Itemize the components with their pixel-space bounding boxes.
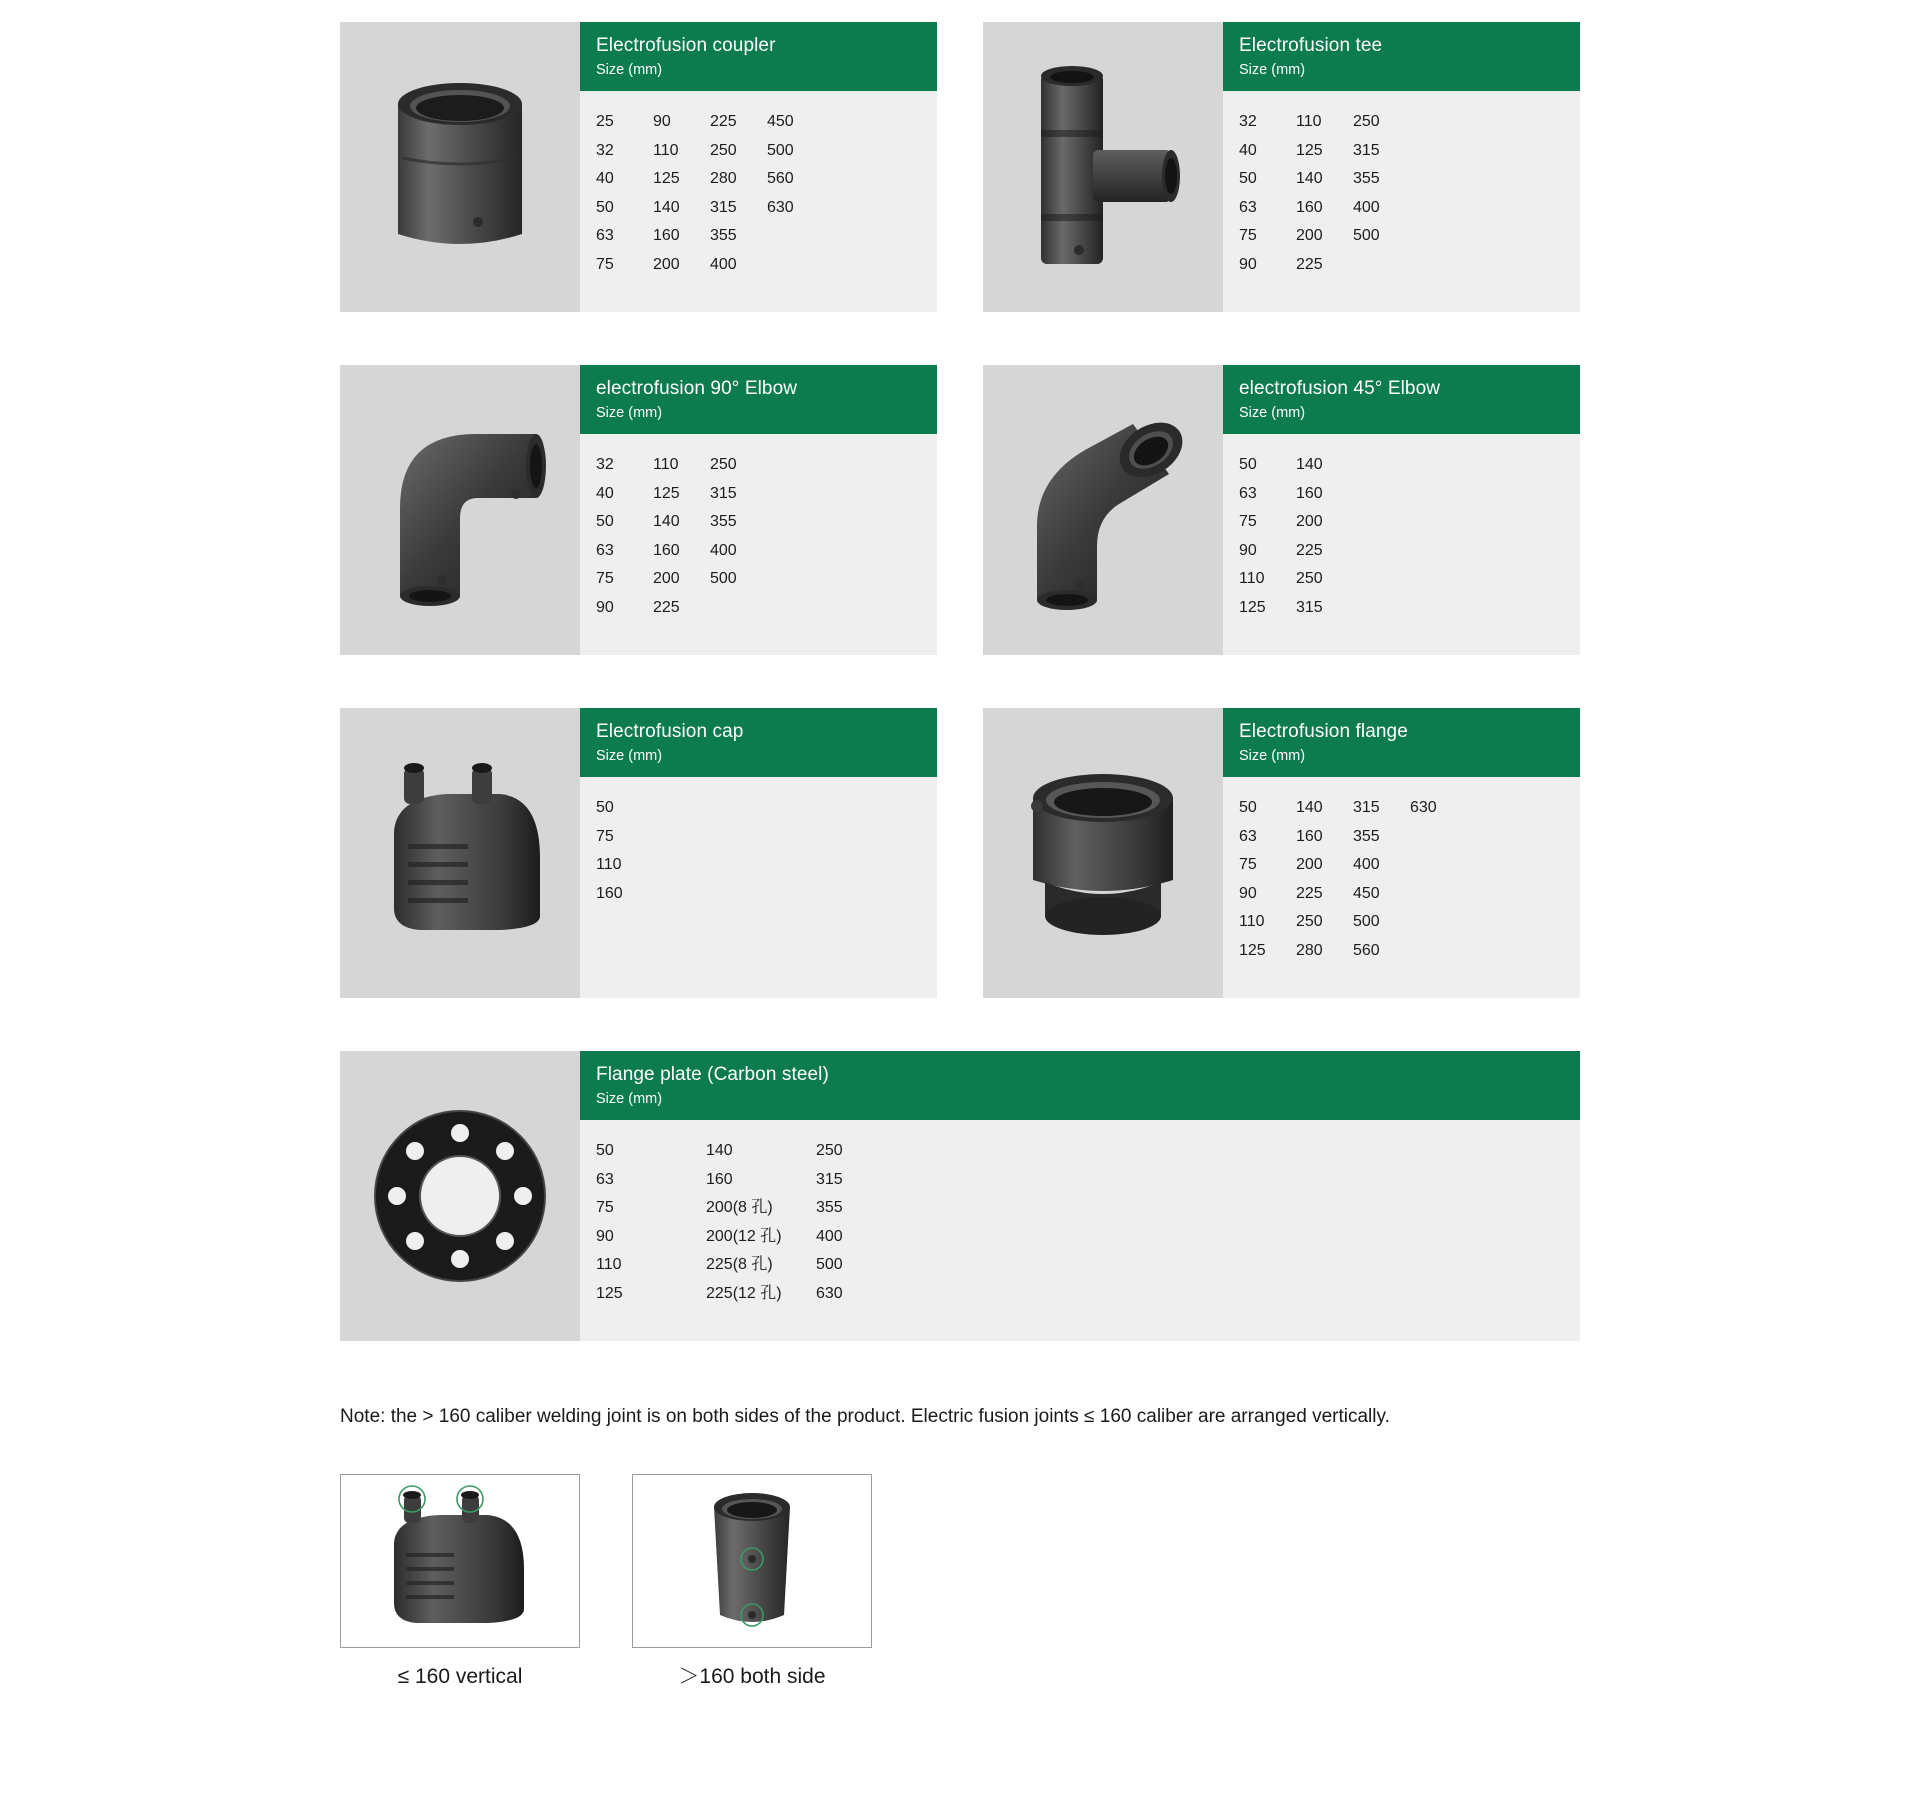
size-cell [1410,851,1467,880]
size-cell: 355 [816,1199,843,1216]
size-cell: 315 [816,1170,843,1188]
size-cell: 200(8 孔) [706,1199,773,1216]
size-cell: 225 [710,113,737,130]
size-cell: 140 [1296,456,1323,473]
size-cell: 50 [1239,799,1257,816]
table-row [1239,108,1564,137]
electrofusion-coupler-both-side-photo [632,1474,872,1648]
size-cell: 63 [1239,827,1257,845]
table-row [596,1280,1564,1309]
product-subtitle: Size (mm) [596,405,663,421]
size-cell: 140 [653,513,680,530]
size-cell [710,594,767,623]
size-cell: 355 [710,227,737,244]
size-cell [1410,937,1467,966]
product-card-electrofusion-coupler [340,22,937,312]
table-row [596,1223,1564,1252]
size-cell: 40 [596,484,614,502]
size-cell: 110 [596,856,622,873]
size-cell: 225 [1296,884,1323,902]
electrofusion-coupler-photo [340,22,580,312]
size-cell: 400 [710,255,737,273]
size-cell [767,222,824,251]
table-row [596,194,921,223]
size-cell: 125 [1296,141,1323,159]
size-cell: 450 [767,113,794,130]
size-cell: 250 [1353,113,1380,130]
table-row [596,251,921,280]
table-row [596,108,921,137]
size-cell [1410,823,1467,852]
product-title: Electrofusion coupler [596,35,776,56]
size-cell: 400 [816,1227,843,1245]
size-cell: 160 [1296,198,1323,216]
size-cell: 315 [1353,141,1380,159]
size-cell: 110 [1239,570,1265,587]
table-row [596,1137,1564,1166]
electrofusion-90-elbow-photo [340,365,580,655]
size-table [1223,91,1580,293]
table-row [596,165,921,194]
product-grid [340,22,1580,1341]
size-cell: 50 [596,799,614,816]
table-row [596,537,921,566]
product-subtitle: Size (mm) [1239,62,1306,78]
size-cell: 75 [1239,856,1257,873]
size-cell: 400 [710,541,737,559]
size-cell: 315 [1353,799,1380,816]
card-body [1223,365,1580,655]
table-row [1239,937,1564,966]
size-table [580,91,937,293]
size-cell: 280 [1296,941,1323,959]
product-row-wide [340,1051,1580,1341]
card-header [1223,22,1580,91]
product-title: electrofusion 90° Elbow [596,378,798,399]
table-row [1239,480,1564,509]
size-cell: 63 [1239,198,1257,216]
size-table [1223,777,1580,979]
size-table [580,777,937,922]
card-header [580,1051,1580,1120]
size-cell: 63 [596,541,614,559]
card-body [580,365,937,655]
size-cell: 32 [1239,113,1257,130]
size-cell [1410,880,1467,909]
product-card-flange-plate [340,1051,1580,1341]
size-cell: 32 [596,141,614,159]
electrofusion-flange-photo [983,708,1223,998]
table-row [1239,222,1564,251]
table-row [596,480,921,509]
card-body [580,22,937,312]
table-row [1239,823,1564,852]
product-title: Flange plate (Carbon steel) [596,1064,829,1085]
size-cell: 140 [706,1142,733,1159]
figure-caption: ≤ 160 vertical [397,1665,523,1688]
table-row [1239,565,1564,594]
note-text: Note: the > 160 caliber welding joint is on both sides of the product. Electric fusion joints ≤ 160 caliber are arranged vertically. [340,1406,1390,1427]
size-cell: 125 [653,484,680,502]
size-cell: 75 [1239,227,1257,244]
size-cell: 125 [653,170,680,187]
product-title: Electrofusion flange [1239,721,1408,742]
size-cell [1410,908,1467,937]
size-cell: 200 [653,570,680,587]
size-cell: 25 [596,113,614,130]
size-table [1223,434,1580,636]
product-subtitle: Size (mm) [596,62,663,78]
table-row [1239,508,1564,537]
product-card-electrofusion-flange [983,708,1580,998]
card-body [1223,22,1580,312]
card-header [580,708,937,777]
size-cell: 200(12 孔) [706,1227,782,1245]
size-cell: 225(12 孔) [706,1284,782,1302]
product-subtitle: Size (mm) [596,748,663,764]
product-card-electrofusion-tee [983,22,1580,312]
product-subtitle: Size (mm) [1239,748,1306,764]
table-row [1239,165,1564,194]
size-cell: 90 [1239,884,1257,902]
size-cell: 250 [1296,570,1323,587]
electrofusion-cap-vertical-photo [340,1474,580,1648]
size-cell: 40 [596,170,614,187]
size-cell: 315 [1296,598,1323,616]
table-row [1239,194,1564,223]
size-cell: 125 [1239,941,1266,959]
size-cell: 75 [596,827,614,845]
size-cell: 225(8 孔) [706,1256,773,1273]
size-cell: 450 [1353,884,1380,902]
product-card-electrofusion-90-elbow [340,365,937,655]
size-cell: 50 [596,1142,614,1159]
table-row [596,594,921,623]
size-cell: 50 [596,513,614,530]
product-subtitle: Size (mm) [596,1091,663,1107]
product-card-electrofusion-cap [340,708,937,998]
size-cell: 250 [816,1142,843,1159]
size-cell: 500 [816,1256,843,1273]
table-row [1239,251,1564,280]
size-cell: 90 [596,598,614,616]
card-header [1223,365,1580,434]
size-cell: 160 [706,1170,733,1188]
size-cell: 75 [596,1199,614,1216]
product-subtitle: Size (mm) [1239,405,1306,421]
size-cell: 160 [596,884,623,902]
size-cell: 280 [710,170,737,187]
table-row [596,1194,1564,1223]
size-cell: 630 [816,1284,843,1302]
table-row [596,1251,1564,1280]
table-row [596,1166,1564,1195]
size-cell: 63 [596,1170,614,1188]
product-row [340,22,1580,312]
electrofusion-tee-photo [983,22,1223,312]
size-cell: 355 [1353,827,1380,845]
table-row [596,508,921,537]
figure-caption: ＞160 both side [678,1665,826,1688]
size-cell: 200 [1296,513,1323,530]
card-body [580,708,937,998]
size-cell: 250 [1296,913,1323,930]
size-cell: 90 [1239,255,1257,273]
size-cell: 315 [710,198,737,216]
table-row [596,851,921,880]
table-row [1239,908,1564,937]
table-row [1239,594,1564,623]
table-row [1239,537,1564,566]
size-cell: 110 [653,456,679,473]
size-cell: 250 [710,141,737,159]
table-row [596,137,921,166]
size-cell: 75 [596,570,614,587]
size-cell: 110 [653,141,679,159]
size-cell: 355 [1353,170,1380,187]
size-cell: 125 [1239,598,1266,616]
card-header [580,365,937,434]
table-row [596,451,921,480]
size-cell: 90 [1239,541,1257,559]
table-row [1239,451,1564,480]
size-table [580,1120,1580,1322]
product-card-electrofusion-45-elbow [983,365,1580,655]
size-cell: 160 [653,227,680,244]
table-row [596,565,921,594]
size-cell: 355 [710,513,737,530]
product-row [340,365,1580,655]
table-row [596,222,921,251]
size-cell: 50 [1239,456,1257,473]
size-cell: 200 [1296,856,1323,873]
size-cell: 630 [767,198,794,216]
size-cell: 75 [1239,513,1257,530]
product-row [340,708,1580,998]
size-cell: 50 [596,198,614,216]
size-cell: 200 [653,255,680,273]
card-body [1223,708,1580,998]
size-cell: 140 [1296,799,1323,816]
size-cell: 225 [1296,541,1323,559]
table-row [1239,880,1564,909]
size-table [580,434,937,636]
size-cell: 90 [653,113,671,130]
product-title: Electrofusion tee [1239,35,1383,56]
figure-both-side [632,1474,872,1692]
size-cell: 500 [767,141,794,159]
size-cell: 50 [1239,170,1257,187]
size-cell [1353,251,1410,280]
size-cell: 200 [1296,227,1323,244]
flange-plate-photo [340,1051,580,1341]
product-title: electrofusion 45° Elbow [1239,378,1441,399]
table-row [1239,851,1564,880]
size-cell: 500 [1353,913,1380,930]
size-cell: 630 [1410,799,1437,816]
size-cell: 63 [596,227,614,244]
table-row [596,823,921,852]
size-cell: 110 [1239,913,1265,930]
card-body [580,1051,1580,1341]
size-cell: 250 [710,456,737,473]
table-row [596,794,921,823]
size-cell: 560 [767,170,794,187]
size-cell: 225 [1296,255,1323,273]
size-cell: 63 [1239,484,1257,502]
size-cell: 315 [710,484,737,502]
size-cell: 32 [596,456,614,473]
size-cell: 225 [653,598,680,616]
size-cell: 500 [1353,227,1380,244]
size-cell: 400 [1353,198,1380,216]
size-cell: 500 [710,570,737,587]
bottom-figures [340,1432,1580,1692]
table-row [1239,794,1564,823]
size-cell: 110 [1296,113,1322,130]
size-cell: 40 [1239,141,1257,159]
size-cell: 160 [1296,827,1323,845]
product-title: Electrofusion cap [596,721,744,742]
table-row [1239,137,1564,166]
size-cell: 110 [596,1256,622,1273]
table-row [596,880,921,909]
size-cell [767,251,824,280]
size-cell: 160 [653,541,680,559]
card-header [580,22,937,91]
size-cell: 75 [596,255,614,273]
figure-vertical [340,1474,580,1692]
size-cell: 560 [1353,941,1380,959]
electrofusion-45-elbow-photo [983,365,1223,655]
card-header [1223,708,1580,777]
size-cell: 140 [1296,170,1323,187]
size-cell: 90 [596,1227,614,1245]
electrofusion-cap-photo [340,708,580,998]
size-cell: 160 [1296,484,1323,502]
size-cell: 125 [596,1284,623,1302]
size-cell: 140 [653,198,680,216]
size-cell: 400 [1353,856,1380,873]
